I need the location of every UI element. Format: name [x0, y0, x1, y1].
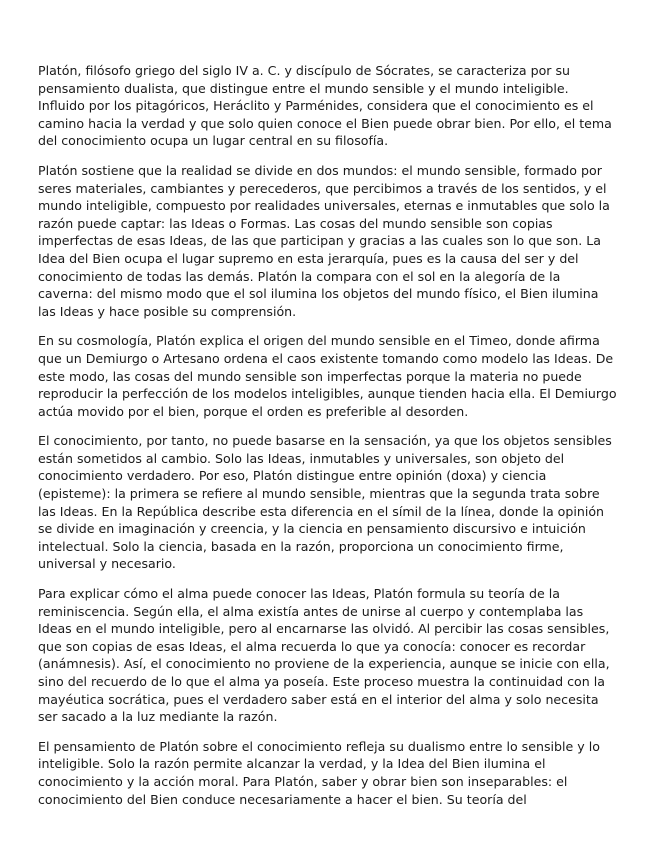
paragraph-3: En su cosmología, Platón explica el origen del mundo sensible en el Timeo, donde afirma que un Demiurgo o Artesano ordena el caos existente tomando como modelo las Ideas. De este modo, las cosas del mundo sensible son imperfectas porque la materia no puede reproducir la perfección de los modelos inteligibles, aunque tienden hacia ella. El Demiurgo actúa movido por el bien, porque el orden es preferible al desorden. [38, 333, 617, 419]
paragraph-6: El pensamiento de Platón sobre el conocimiento refleja su dualismo entre lo sensible y lo inteligible. Solo la razón permite alcanzar la verdad, y la Idea del Bien ilumina el conocimiento y la acción moral. Para Platón, saber y obrar bien son inseparables: el conocimiento del Bien conduce necesariamente a hacer el bien. Su teoría del [38, 738, 600, 807]
paragraph-2: Platón sostiene que la realidad se divide en dos mundos: el mundo sensible, formado por seres materiales, cambiantes y perecederos, que percibimos a través de los sentidos, y el mundo inteligible, compuesto por realidades universales, eternas e inmutables que solo la razón puede captar: las Ideas o Formas. Las cosas del mundo sensible son copias imperfectas de esas Ideas, de las que participan y gracias a las cuales son lo que son. La Idea del Bien ocupa el lugar supremo en esta jerarquía, pues es la causa del ser y del conocimiento de todas las demás. Platón la compara con el sol en la alegoría de la caverna: del mismo modo que el sol ilumina los objetos del mundo físico, el Bien ilumina las Ideas y hace posible su comprensión. [38, 162, 610, 319]
paragraph-4: El conocimiento, por tanto, no puede basarse en la sensación, ya que los objetos sensibles están sometidos al cambio. Solo las Ideas, inmutables y universales, son objeto del conocimiento verdadero. Por eso, Platón distingue entre opinión (doxa) y ciencia (episteme): la primera se refiere al mundo sensible, mientras que la segunda trata sobre las Ideas. En la República describe esta diferencia en el símil de la línea, donde la opinión se divide en imaginación y creencia, y la ciencia en pensamiento discursivo e intuición intelectual. Solo la ciencia, basada en la razón, proporciona un conocimiento firme, universal y necesario. [38, 433, 612, 572]
paragraph-1: Platón, filósofo griego del siglo IV a. C. y discípulo de Sócrates, se caracteriza por su pensamiento dualista, que distingue entre el mundo sensible y el mundo inteligible. Influido por los pitagóricos, Heráclito y Parménides, considera que el conocimiento es el camino hacia la verdad y que solo quien conoce el Bien puede obrar bien. Por ello, el tema del conocimiento ocupa un lugar central en su filosofía. [38, 63, 612, 149]
document-body [38, 62, 618, 820]
paragraph-5: Para explicar cómo el alma puede conocer las Ideas, Platón formula su teoría de la reminiscencia. Según ella, el alma existía antes de unirse al cuerpo y contemplaba las Ideas en el mundo inteligible, pero al encarnarse las olvidó. Al percibir las cosas sensibles, que son copias de esas Ideas, el alma recuerda lo que ya conocía: conocer es recordar (anámnesis). Así, el conocimiento no proviene de la experiencia, aunque se inicie con ella, sino del recuerdo de lo que el alma ya poseía. Este proceso muestra la continuidad con la mayéutica socrática, pues el verdadero saber está en el interior del alma y solo necesita ser sacado a la luz mediante la razón. [38, 586, 610, 725]
